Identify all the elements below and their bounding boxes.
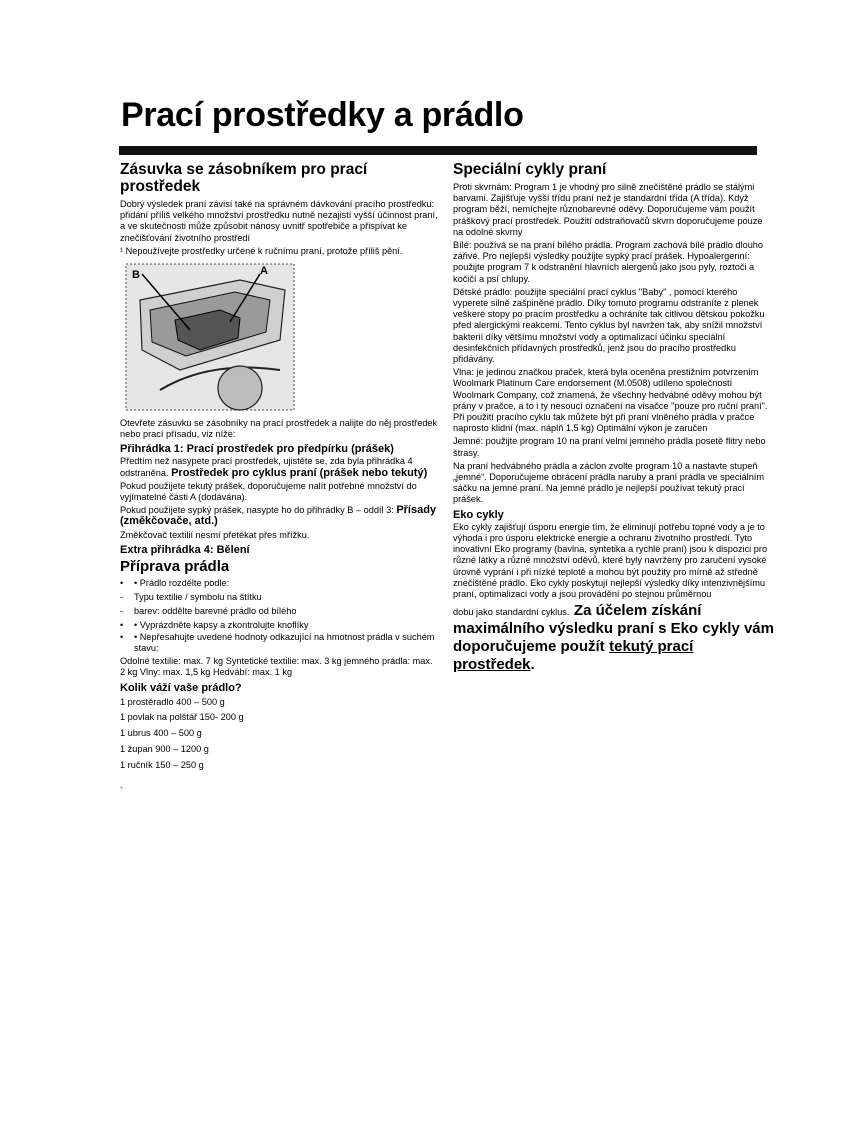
stray-dot: . [120, 779, 123, 790]
paragraph-baby: Dětské prádlo: použijte speciální prací cyklus "Baby" , pomocí kterého vyperete silně zašpiněné prádlo. Díky tomuto programu odstraníte z plenek veškeré stopy po pracím prostředku a ochráníte tak citlivou dětskou pokožku před alergickými reakcemi. Tento cyklus byl navržen tak, aby snížil množství bakterií díky většímu množství vody a optimalizací účinku speciální desinfekčních přídavných prostředků, jenž jsou do pracího prostředku přidávány. [453, 286, 765, 365]
paragraph-hand-wash: ¹ Nepoužívejte prostředky určené k ručnímu praní, protože příliš pění. [120, 245, 403, 256]
drawer-illustration [120, 260, 300, 414]
heading-special-cycles: Speciální cykly praní [453, 161, 607, 178]
list-item: - Typu textilie / symbolu na štítku [120, 591, 262, 602]
paragraph-compartment-4 [120, 456, 438, 478]
weights-list [120, 695, 438, 774]
heading-weigh: Kolik váží vaše prádlo? [120, 681, 242, 694]
list-item: 1 ubrus 400 – 500 g [120, 728, 202, 739]
page-title: Prací prostředky a prádlo [121, 96, 524, 134]
left-column [120, 161, 438, 793]
paragraph-stains: Proti skvrnám: Program 1 je vhodný pro silně znečištěné prádlo se stálými barvami. Zajišťuje vyšší třídu praní než je standardní třída (A třída). Když program běží, nemíchejte různobarevné oděvy. Doporučujeme vám použít práškový prací prostředek. Použití odstraňovačů skvrn doporučujeme pouze na odolné skvrny [453, 182, 763, 237]
paragraph-delicate-silk: Na praní hedvábného prádla a záclon zvolte program 10 a nastavte stupeň „jemné“. Doporučujeme obrácení prádla naruby a praní prádla ve speciálním sáčku na jemné praní. Na jemné prádlo je nejlepší používat tekutý prací prášek. [453, 460, 765, 505]
heading-compartment-1: Přihrádka 1: Prací prostředek pro předpírku (prášek) [120, 443, 394, 456]
list-item: - barev: oddělte barevné prádlo od bílého [120, 605, 297, 616]
right-column [453, 161, 775, 674]
heading-main-detergent: Prostředek pro cyklus praní (prášek nebo tekutý) [171, 466, 428, 479]
list-item: 1 ručník 150 – 250 g [120, 759, 204, 770]
text-compartment-4: Předtím než nasypete prací prostředek, ujistěte se, zda byla přihrádka 4 odstraněna. [120, 456, 413, 478]
paragraph-weights: Odolné textilie: max. 7 kg Syntetické textilie: max. 3 kg jemného prádla: max. 2 kg Vlny: max. 1,5 kg Hedvábí: max. 1 kg [120, 656, 433, 678]
heading-drawer: Zásuvka se zásobníkem pro prací prostředek [120, 161, 368, 195]
list-item: 1 povlak na polštář 150- 200 g [120, 712, 244, 723]
paragraph-powder [120, 505, 438, 527]
list-item: • • Prádlo rozdělte podle: [120, 577, 230, 588]
text-powder: Pokud použijete sypký prášek, nasypte ho do přihrádky B – oddíl 3: [120, 505, 394, 516]
list-item: 1 župan 900 – 1200 g [120, 744, 209, 755]
bullet-list [120, 576, 438, 654]
paragraph-open-drawer: Otevřete zásuvku se zásobníky na prací prostředek a nalijte do něj prostředek nebo prací přísadu, viz níže: [120, 418, 438, 440]
title-rule [119, 146, 757, 155]
eco-tail-text: dobu jako standardní cyklus. [453, 607, 570, 618]
paragraph-intro: Dobrý výsledek praní závisí také na správném dávkování pracího prostředku: přidání příliš velkého množství prostředku nutně nezajistí vyšší účinnost praní, a ve skutečnosti může způsobit nánosy uvnitř spotřebiče a přispívat ke znečišťování životního prostředí [120, 199, 438, 243]
eco-recommendation [453, 602, 775, 674]
heading-additives: Přísady (změkčovače, atd.) [120, 504, 437, 528]
list-item: • • Nepřesahujte uvedené hodnoty odkazující na hmotnost prádla v suchém stavu: [120, 631, 435, 654]
paragraph-wool: Vlna: je jedinou značkou praček, která byla oceněna prestižním potvrzením Woolmark Platinum Care endorsement (M.0508) udíleno společností Woolmark Company, což znamená, že všechny hedvábné oděvy mohou být prány v pračce, a to i ty nesoucí označení na visačce "pouze pro ruční praní". Při použití pracího cyklu tak můžete být při praní vlněného prádla v pračce naprosto klidní (max. náplň 1,5 kg) Optimální výkon je zaručen [453, 367, 768, 434]
heading-extra-compartment: Extra přihrádka 4: Bělení [120, 543, 250, 556]
list-item: • • Vyprázdněte kapsy a zkontrolujte knoflíky [120, 619, 309, 630]
figure-label-a: A [260, 265, 268, 278]
paragraph-white: Bílé: používá se na praní bílého prádla. Program zachová bílé prádlo dlouho zářivé. Pro nejlepší výsledky použijte sypký prací prášek. Hypoalergenní: použijte program 7 k odstranění hlavních alergenů jako jsou pyly, roztoči a kočičí a psí chlupy. [453, 240, 764, 284]
recommendation-period: . [530, 656, 535, 674]
paragraph-delicate: Jemné: použijte program 10 na praní velmi jemného prádla posetě flitry nebo štrasy. [453, 436, 766, 458]
recommendation-underlined: tekutý prací prostředek [453, 638, 694, 674]
heading-eco: Eko cykly [453, 508, 504, 521]
recommendation-text: Za účelem získání maximálního výsledku praní s Eko cykly vám doporučujeme použít [453, 602, 774, 656]
figure-label-b: B [132, 269, 140, 282]
heading-preparation: Příprava prádla [120, 557, 230, 575]
paragraph-softener: Změkčovač textilií nesmí přetékat přes mřížku. [120, 529, 310, 540]
paragraph-liquid: Pokud použijete tekutý prášek, doporučujeme nalít potřebné množství do vyjímatelné části A (dodávána). [120, 480, 417, 503]
list-item: 1 prostěradlo 400 – 500 g [120, 696, 225, 707]
paragraph-eco: Eko cykly zajišťují úsporu energie tím, že eliminují potřebu topné vody a je to výhoda i pro úsporu elektrické energie a ochranu životního prostředí. Tyto inovativní Eko programy (bavlna, syntetika a rychlé praní) jsou k dispozici pro různé látky a různé množství oděvů, které byly navrženy pro zaručení vysoké úrovně vyprání i při nízké teplotě a mohou být použity pro mírně až středně znečištěné prádlo. Eko cykly poskytují nejlepší výsledky díky intenzivnějšímu praní, optimalizaci vody a jsou provádění po stejnou průměrnou [453, 521, 768, 599]
